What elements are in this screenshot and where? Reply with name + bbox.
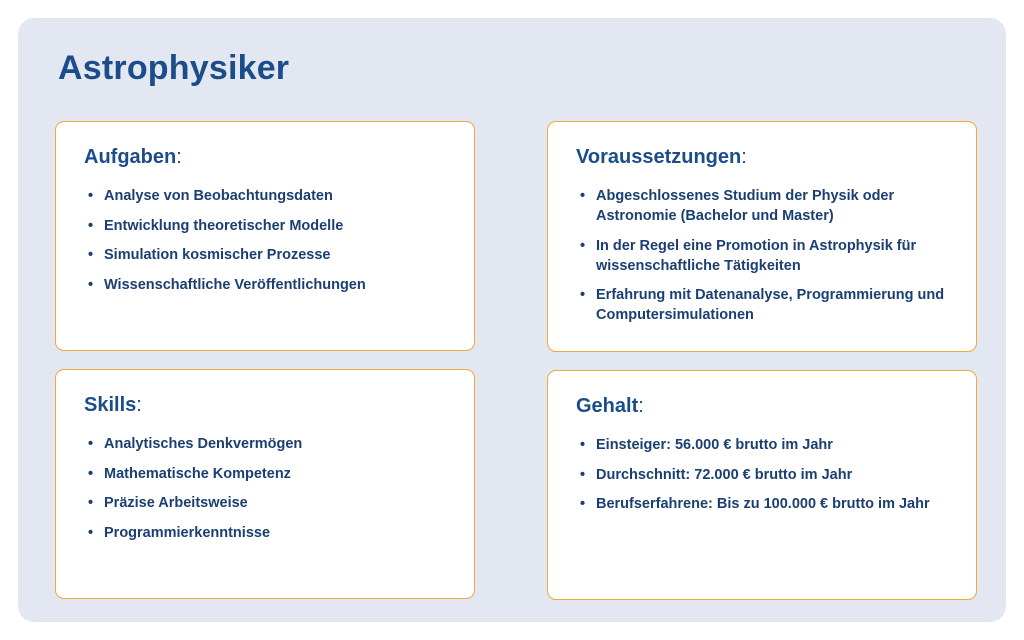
list-item [84,245,448,265]
bullet-icon: • [88,276,94,293]
list-item-text: Durchschnitt: 72.000 € brutto im Jahr [596,466,853,483]
list-item [576,465,950,485]
bullet-icon: • [580,237,586,254]
card-heading-text: Voraussetzungen [576,146,742,168]
aufgaben-list [84,186,448,295]
bullet-icon: • [580,287,586,303]
bullet-icon: • [88,188,94,204]
bullet-icon: • [88,465,94,482]
card-heading-colon: : [136,394,142,416]
card-gehalt [547,370,977,600]
skills-list [84,434,448,543]
list-item [84,216,448,236]
list-item-text: Analyse von Beobachtungsdaten [104,188,333,204]
list-item-text: Programmierkenntnisse [104,524,271,541]
list-item [576,285,950,325]
list-item-text: Präzise Arbeitsweise [104,495,248,511]
card-heading-text: Skills [84,394,137,416]
list-item [84,523,448,543]
card-skills [55,369,475,599]
list-item-text: Wissenschaftliche Veröffentlichungen [104,276,366,293]
card-heading-text: Aufgaben [84,146,177,168]
list-item-text: Abgeschlossenes Studium der Physik oder Astronomie (Bachelor und Master) [596,188,895,224]
bullet-icon: • [88,524,94,541]
list-item-text: Simulation kosmischer Prozesse [104,247,331,263]
voraussetzungen-list [576,186,950,325]
card-heading-aufgaben [84,144,448,170]
bullet-icon: • [580,496,586,512]
list-item [84,275,448,295]
list-item-text: In der Regel eine Promotion in Astrophysik für wissenschaftliche Tätigkeiten [596,237,917,274]
gehalt-list [576,435,950,514]
list-item-text: Erfahrung mit Datenanalyse, Programmierung und Computersimulationen [596,287,945,323]
card-heading-colon: : [638,395,644,417]
list-item [576,494,950,514]
list-item [576,236,950,276]
list-item-text: Analytisches Denkvermögen [104,436,303,452]
list-item [84,186,448,206]
bullet-icon: • [88,495,94,511]
card-heading-gehalt [576,393,950,419]
list-item [84,493,448,513]
list-item [576,186,950,226]
bullet-icon: • [88,217,94,234]
card-heading-voraussetzungen [576,144,950,170]
bullet-icon: • [88,247,94,263]
list-item-text: Entwicklung theoretischer Modelle [104,217,344,234]
bullet-icon: • [88,436,94,452]
page-title: Astrophysiker [58,49,290,87]
list-item [84,434,448,454]
list-item [576,435,950,455]
list-item-text: Berufserfahrene: Bis zu 100.000 € brutto im Jahr [596,496,930,512]
card-heading-colon: : [741,146,747,168]
card-aufgaben [55,121,475,351]
card-heading-skills [84,392,448,418]
list-item-text: Einsteiger: 56.000 € brutto im Jahr [596,437,833,453]
card-heading-text: Gehalt [576,395,639,417]
card-voraussetzungen [547,121,977,352]
bullet-icon: • [580,437,586,453]
bullet-icon: • [580,188,586,204]
list-item [84,464,448,484]
list-item-text: Mathematische Kompetenz [104,465,291,482]
bullet-icon: • [580,466,586,483]
card-heading-colon: : [176,146,182,168]
